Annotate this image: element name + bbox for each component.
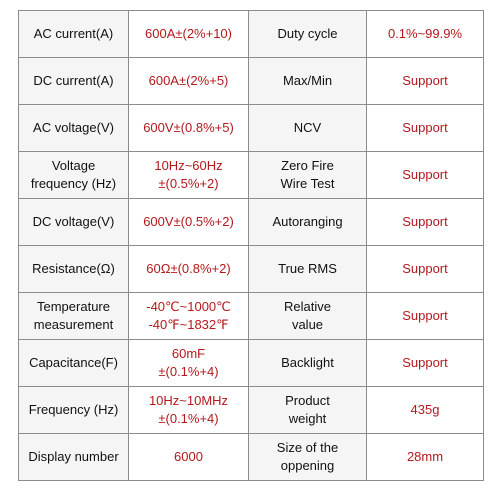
spec-label: Autoranging: [249, 199, 367, 246]
spec-label: NCV: [249, 105, 367, 152]
spec-label: Frequency (Hz): [19, 387, 129, 434]
table-row: [19, 387, 484, 434]
spec-label: Product weight: [249, 387, 367, 434]
spec-value: Support: [367, 340, 484, 387]
spec-value: 435g: [367, 387, 484, 434]
spec-label: Duty cycle: [249, 11, 367, 58]
spec-value: -40℃~1000℃ -40℉~1832℉: [129, 293, 249, 340]
spec-label: AC voltage(V): [19, 105, 129, 152]
spec-value: Support: [367, 199, 484, 246]
spec-value: 600V±(0.5%+2): [129, 199, 249, 246]
spec-value: Support: [367, 152, 484, 199]
spec-label: Resistance(Ω): [19, 246, 129, 293]
spec-value: 60mF ±(0.1%+4): [129, 340, 249, 387]
spec-label: Size of the oppening: [249, 434, 367, 481]
table-row: [19, 105, 484, 152]
spec-table-body: [19, 11, 484, 481]
spec-value: 10Hz~10MHz ±(0.1%+4): [129, 387, 249, 434]
table-row: [19, 58, 484, 105]
spec-value: Support: [367, 105, 484, 152]
table-row: [19, 246, 484, 293]
spec-label: True RMS: [249, 246, 367, 293]
table-row: [19, 434, 484, 481]
table-row: [19, 199, 484, 246]
table-row: [19, 293, 484, 340]
spec-value: 0.1%~99.9%: [367, 11, 484, 58]
spec-label: Display number: [19, 434, 129, 481]
spec-label: Relative value: [249, 293, 367, 340]
spec-value: 28mm: [367, 434, 484, 481]
spec-label: DC voltage(V): [19, 199, 129, 246]
spec-value: Support: [367, 293, 484, 340]
spec-label: DC current(A): [19, 58, 129, 105]
spec-label: Capacitance(F): [19, 340, 129, 387]
spec-label: Temperature measurement: [19, 293, 129, 340]
spec-label: Backlight: [249, 340, 367, 387]
spec-value: 600A±(2%+10): [129, 11, 249, 58]
spec-value: 600A±(2%+5): [129, 58, 249, 105]
spec-label: AC current(A): [19, 11, 129, 58]
spec-value: Support: [367, 58, 484, 105]
spec-value: 60Ω±(0.8%+2): [129, 246, 249, 293]
spec-value: 10Hz~60Hz ±(0.5%+2): [129, 152, 249, 199]
spec-table: [18, 10, 484, 481]
spec-label: Max/Min: [249, 58, 367, 105]
spec-label: Voltage frequency (Hz): [19, 152, 129, 199]
spec-value: Support: [367, 246, 484, 293]
table-row: [19, 11, 484, 58]
spec-value: 6000: [129, 434, 249, 481]
spec-label: Zero Fire Wire Test: [249, 152, 367, 199]
table-row: [19, 340, 484, 387]
spec-value: 600V±(0.8%+5): [129, 105, 249, 152]
table-row: [19, 152, 484, 199]
